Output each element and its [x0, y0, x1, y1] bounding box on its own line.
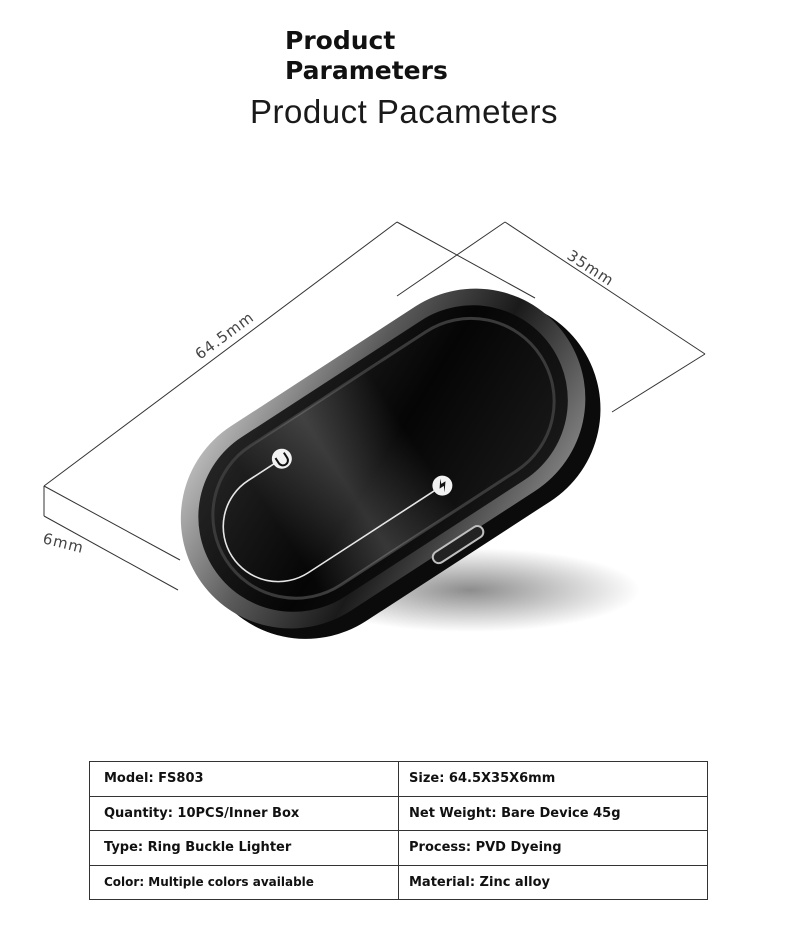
table-cell: Size: 64.5X35X6mm [399, 762, 708, 797]
page-subtitle: Product Pacameters [250, 93, 558, 130]
table-cell: Process: PVD Dyeing [399, 831, 708, 866]
table-cell: Net Weight: Bare Device 45g [399, 796, 708, 831]
dimension-length-label: 64.5mm [191, 307, 258, 364]
dimension-thickness-label: 6mm [41, 529, 86, 557]
table-row [90, 796, 708, 831]
table-cell: Quantity: 10PCS/Inner Box [90, 796, 399, 831]
table-row [90, 831, 708, 866]
page-title [285, 26, 448, 86]
table-cell: Type: Ring Buckle Lighter [90, 831, 399, 866]
table-row [90, 865, 708, 900]
parameters-table [89, 761, 708, 900]
table-cell: Material: Zinc alloy [399, 865, 708, 900]
table-cell: Model: FS803 [90, 762, 399, 797]
dimension-width-label: 35mm [563, 246, 618, 290]
product-illustration [0, 180, 790, 680]
page-title-line2: Parameters [285, 56, 448, 85]
table-row [90, 762, 708, 797]
page-title-line1: Product [285, 26, 396, 55]
table-cell: Color: Multiple colors available [90, 865, 399, 900]
